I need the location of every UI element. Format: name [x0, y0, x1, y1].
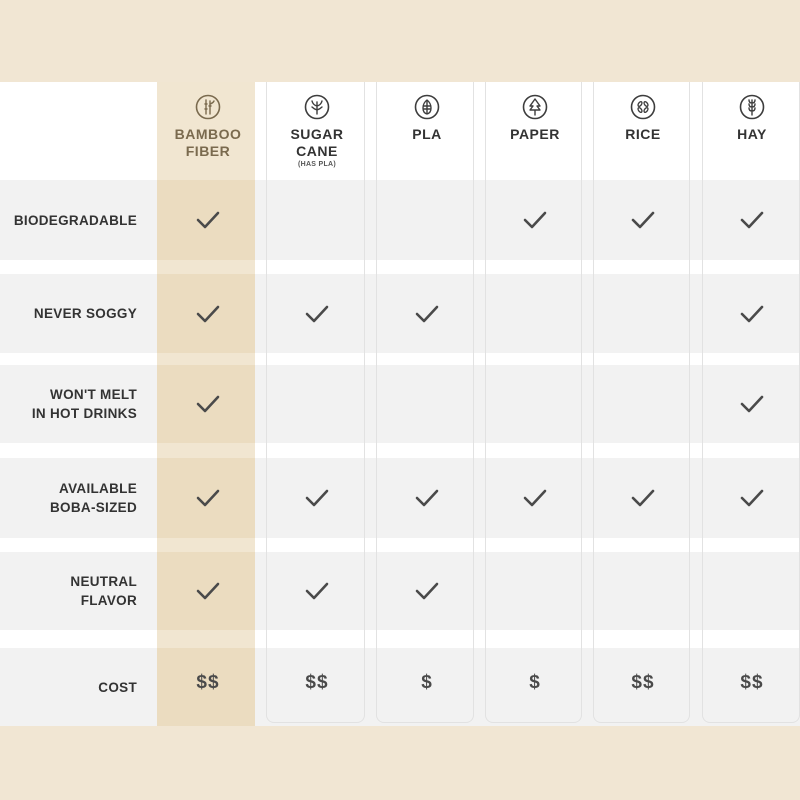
comparison-table — [0, 82, 800, 726]
cost-value: $$ — [631, 672, 655, 693]
wheat-icon — [739, 94, 765, 120]
check-cell — [623, 180, 663, 260]
check-cell — [407, 458, 447, 538]
cost-row-label: COST — [98, 679, 137, 695]
cost-value: $$ — [740, 672, 764, 693]
checkmark-icon — [739, 393, 765, 415]
check-cell — [297, 274, 337, 353]
checkmark-icon — [304, 487, 330, 509]
check-cell — [188, 180, 228, 260]
column-header-note: (HAS PLA) — [297, 161, 337, 168]
checkmark-icon — [630, 209, 656, 231]
column-header-label: PAPER — [510, 126, 560, 142]
check-cell — [407, 274, 447, 353]
check-cell — [732, 365, 772, 443]
column-header-hay — [702, 94, 800, 143]
check-cell — [188, 365, 228, 443]
column-card — [593, 82, 690, 723]
checkmark-icon — [414, 487, 440, 509]
checkmark-icon — [739, 209, 765, 231]
check-cell — [188, 274, 228, 353]
column-header-sugar-cane — [267, 94, 367, 168]
column-header-label: SUGAR CANE — [290, 126, 344, 159]
corn-icon — [414, 94, 440, 120]
check-cell — [297, 552, 337, 630]
column-header-label: RICE — [625, 126, 661, 142]
checkmark-icon — [522, 209, 548, 231]
checkmark-icon — [414, 303, 440, 325]
checkmark-icon — [195, 580, 221, 602]
column-header-rice — [593, 94, 693, 143]
sugar-cane-icon — [304, 94, 330, 120]
column-header-pla — [377, 94, 477, 143]
cost-value: $$ — [305, 672, 329, 693]
checkmark-icon — [304, 580, 330, 602]
checkmark-icon — [195, 487, 221, 509]
checkmark-icon — [195, 303, 221, 325]
row-label: NEUTRAL FLAVOR — [70, 574, 137, 608]
checkmark-icon — [522, 487, 548, 509]
tree-icon — [522, 94, 548, 120]
checkmark-icon — [195, 209, 221, 231]
check-cell — [297, 458, 337, 538]
column-header-label: PLA — [412, 126, 442, 142]
column-card — [485, 82, 582, 723]
checkmark-icon — [739, 487, 765, 509]
cost-value: $ — [421, 672, 433, 693]
checkmark-icon — [414, 580, 440, 602]
cost-value: $ — [529, 672, 541, 693]
row-label: BIODEGRADABLE — [13, 212, 137, 228]
row-label: NEVER SOGGY — [33, 306, 137, 321]
cost-value: $$ — [196, 672, 220, 693]
check-cell — [623, 458, 663, 538]
column-header-label: HAY — [737, 126, 767, 142]
check-cell — [188, 552, 228, 630]
column-header-bamboo — [158, 94, 258, 160]
checkmark-icon — [630, 487, 656, 509]
checkmark-icon — [195, 393, 221, 415]
row-label: AVAILABLE BOBA-SIZED — [50, 481, 137, 515]
column-header-label: BAMBOO FIBER — [174, 126, 242, 159]
row-label: WON'T MELT IN HOT DRINKS — [31, 387, 137, 421]
check-cell — [732, 274, 772, 353]
check-cell — [732, 458, 772, 538]
rice-icon — [630, 94, 656, 120]
check-cell — [188, 458, 228, 538]
checkmark-icon — [739, 303, 765, 325]
checkmark-icon — [304, 303, 330, 325]
check-cell — [407, 552, 447, 630]
column-header-paper — [485, 94, 585, 143]
check-cell — [732, 180, 772, 260]
bamboo-icon — [195, 94, 221, 120]
check-cell — [515, 458, 555, 538]
check-cell — [515, 180, 555, 260]
